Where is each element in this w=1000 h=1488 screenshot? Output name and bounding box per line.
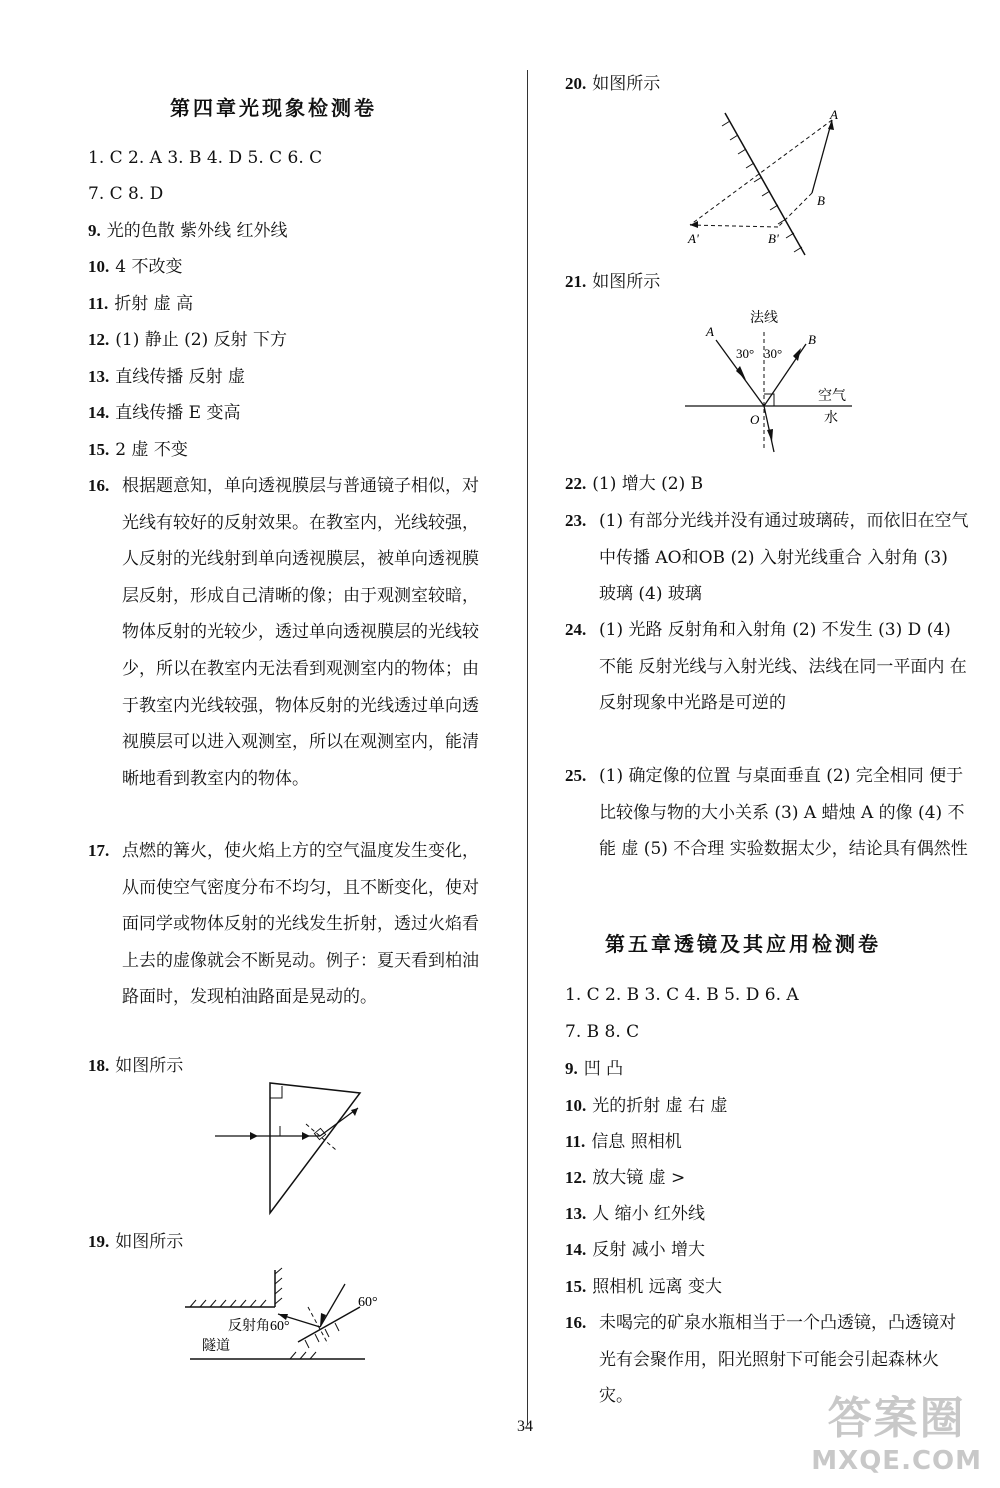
fig19-angle-label: 60° (358, 1295, 378, 1310)
fig20-label-B: B (817, 193, 825, 208)
watermark-url: MXQE.COM (811, 1446, 982, 1476)
fig21-angle-2: 30° (764, 346, 783, 361)
fig21-label-O: O (750, 412, 760, 427)
ch5-answer-16: 16. 未喝完的矿泉水瓶相当于一个凸透镜，凸透镜对光有会聚作用，阳光照射下可能会引起森林火灾。 (565, 1313, 956, 1407)
fig20-label-A: A (830, 107, 838, 122)
fig21-normal-label: 法线 (750, 311, 778, 326)
answer-11: 11. 折射 虚 高 (88, 294, 194, 314)
ch5-answer-13: 13. 人 缩小 红外线 (565, 1204, 706, 1224)
chapter5-title: 第五章透镜及其应用检测卷 (605, 932, 881, 956)
ch5-answer-9: 9. 凹 凸 (565, 1059, 624, 1079)
answer-15: 15. 2 虚 不变 (88, 440, 188, 460)
column-divider (527, 70, 528, 1425)
answer-25: 25. (1) 确定像的位置 与桌面垂直 (2) 完全相同 便于比较像与物的大小关系 (3) A 蜡烛 A 的像 (4) 不能 虚 (5) 不合理 实验数据太少，结论具有偶然性 (565, 766, 968, 860)
chapter4-title: 第四章光现象检测卷 (170, 96, 377, 120)
ch5-answer-10: 10. 光的折射 虚 右 虚 (565, 1096, 728, 1116)
answer-9: 9. 光的色散 紫外线 红外线 (88, 221, 288, 241)
answer-23: 23. (1) 有部分光线并没有通过玻璃砖，而依旧在空气中传播 AO和OB (2) 入射光线重合 入射角 (3) 玻璃 (4) 玻璃 (565, 511, 969, 605)
ch5-answer-15: 15. 照相机 远离 变大 (565, 1277, 723, 1297)
fig21-label-A: A (706, 324, 714, 339)
answer-16: 16. 根据题意知，单向透视膜层与普通镜子相似，对光线有较好的反射效果。在教室内，光线较强，人反射的光线射到单向透视膜层，被单向透视膜层反射，形成自己清晰的像；由于观测室较暗，物体反射的光较少，透过单向透视膜层的光线较少，所以在教室内无法看到观测室内的物体；由于教室内光线较强，物体反射的光线透过单向透视膜层可以进入观测室，所以在观测室内，能清晰地看到教室内的物体。 (88, 476, 479, 789)
page-number: 34 (517, 1418, 533, 1435)
ch5-answer-11: 11. 信息 照相机 (565, 1132, 682, 1152)
answer-14: 14. 直线传播 E 变高 (88, 403, 241, 423)
fig21-label-B: B (808, 332, 816, 347)
answer-21: 21. 如图所示 (565, 272, 661, 292)
answer-17: 17. 点燃的篝火，使火焰上方的空气温度发生变化，从而使空气密度分布不均匀，且不断变化，使对面同学或物体反射的光线发生折射，透过火焰看上去的虚像就会不断晃动。例子：夏天看到柏油路面时，发现柏油路面是晃动的。 (88, 841, 479, 1008)
figure-21-refraction (680, 300, 860, 460)
answer-22: 22. (1) 增大 (2) B (565, 474, 704, 494)
watermark (811, 1382, 982, 1476)
ch5-answers-line-2: 7. B 8. C (565, 1022, 640, 1042)
fig20-label-B-prime: B' (768, 231, 779, 246)
watermark-logo-text: 答案圈 (827, 1393, 966, 1444)
answers-line-1: 1. C 2. A 3. B 4. D 5. C 6. C (88, 148, 323, 168)
fig21-air-label: 空气 (818, 389, 846, 404)
figure-19-tunnel (180, 1262, 380, 1367)
answers-line-2: 7. C 8. D (88, 184, 164, 204)
fig19-tunnel-label: 隧道 (202, 1339, 230, 1354)
fig21-angle-1: 30° (736, 346, 755, 361)
fig20-label-A-prime: A' (688, 231, 699, 246)
answer-12: 12. (1) 静止 (2) 反射 下方 (88, 330, 288, 350)
answer-10: 10. 4 不改变 (88, 257, 183, 277)
answer-24: 24. (1) 光路 反射角和入射角 (2) 不发生 (3) D (4) 不能 反射光线与入射光线、法线在同一平面内 在反射现象中光路是可逆的 (565, 620, 967, 714)
answer-18: 18. 如图所示 (88, 1056, 184, 1076)
fig21-water-label: 水 (824, 411, 838, 426)
answer-13: 13. 直线传播 反射 虚 (88, 367, 246, 387)
fig19-reflect-label: 反射角60° (228, 1319, 290, 1334)
answer-19: 19. 如图所示 (88, 1232, 184, 1252)
ch5-answer-14: 14. 反射 减小 增大 (565, 1240, 706, 1260)
figure-20-mirror (680, 105, 850, 260)
ch5-answer-12: 12. 放大镜 虚 > (565, 1168, 686, 1188)
figure-18-prism (210, 1078, 380, 1218)
ch5-answers-line-1: 1. C 2. B 3. C 4. B 5. D 6. A (565, 985, 799, 1005)
answer-20: 20. 如图所示 (565, 74, 661, 94)
